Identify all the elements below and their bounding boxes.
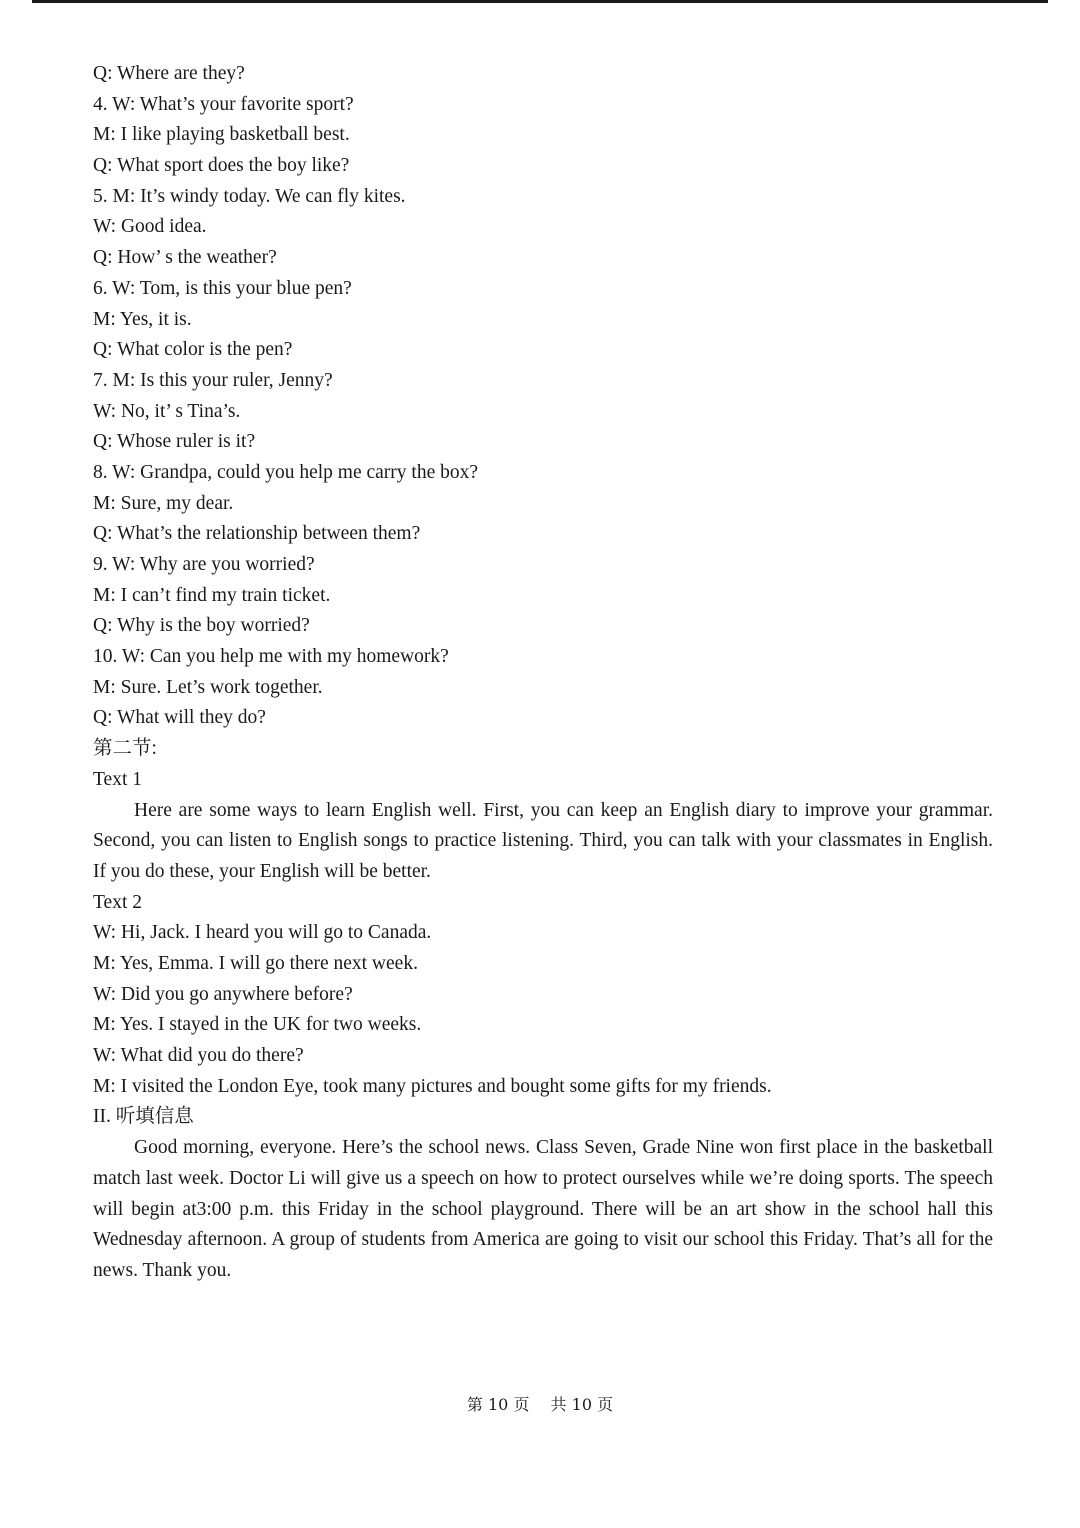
dialogue-line: Q: Where are they?: [93, 63, 245, 84]
dialogue-list-a: [93, 59, 993, 734]
dialogue-line: M: I can’t find my train ticket.: [93, 584, 331, 606]
dialogue-line: W: Hi, Jack. I heard you will go to Canada.: [93, 922, 432, 944]
text1-paragraph: Here are some ways to learn English well. First, you can keep an English diary to improve your grammar. Second, you can listen to English songs to practice listening. Third, you can talk with your classmates in English. If you do these, your English will be better.: [93, 799, 993, 882]
dialogue-line: 8. W: Grandpa, could you help me carry the box?: [93, 461, 479, 483]
part2-heading: II. 听填信息: [93, 1106, 194, 1128]
page-content: [93, 59, 993, 1287]
dialogue-line: 10. W: Can you help me with my homework?: [93, 646, 449, 668]
page-number: 第 10 页: [466, 1395, 530, 1414]
dialogue-line: Q: What’s the relationship between them?: [93, 523, 421, 545]
dialogue-line: M: Yes, Emma. I will go there next week.: [93, 952, 418, 974]
dialogue-line: W: No, it’ s Tina’s.: [93, 400, 241, 422]
dialogue-line: M: Yes. I stayed in the UK for two weeks.: [93, 1014, 422, 1036]
dialogue-line: Q: What color is the pen?: [93, 339, 293, 361]
page-total: 共 10 页: [550, 1395, 614, 1414]
dialogue-line: 7. M: Is this your ruler, Jenny?: [93, 369, 333, 391]
dialogue-line: Q: Whose ruler is it?: [93, 431, 256, 453]
dialogue-line: Q: Why is the boy worried?: [93, 615, 310, 637]
dialogue-line: M: I visited the London Eye, took many pictures and bought some gifts for my friends.: [93, 1075, 772, 1097]
dialogue-line: M: Yes, it is.: [93, 308, 192, 330]
page-footer: [0, 1392, 1080, 1415]
dialogue-line: Q: How’ s the weather?: [93, 247, 277, 269]
part2-paragraph: Good morning, everyone. Here’s the school news. Class Seven, Grade Nine won first place in the basketball match last week. Doctor Li will give us a speech on how to protect ourselves while we’re doing sports. The speech will begin at3:00 p.m. this Friday in the school playground. There will be an art show in the school hall this Wednesday afternoon. A group of students from America are going to visit our school this Friday. That’s all for the news. Thank you.: [93, 1137, 993, 1281]
dialogue-line: W: Good idea.: [93, 216, 207, 238]
dialogue-line: 6. W: Tom, is this your blue pen?: [93, 277, 352, 299]
top-rule: [32, 0, 1048, 3]
dialogue-line: W: What did you do there?: [93, 1045, 304, 1067]
dialogue-line: W: Did you go anywhere before?: [93, 983, 353, 1005]
dialogue-line: M: Sure, my dear.: [93, 492, 234, 514]
dialogue-line: Q: What will they do?: [93, 707, 266, 729]
section-heading: 第二节:: [93, 738, 157, 760]
text2-label: Text 2: [93, 891, 142, 913]
dialogue-line: 4. W: What’s your favorite sport?: [93, 93, 354, 115]
dialogue-line: 5. M: It’s windy today. We can fly kites.: [93, 185, 406, 207]
dialogue-line: M: I like playing basketball best.: [93, 124, 350, 146]
text2-dialogue: [93, 918, 993, 1102]
dialogue-line: 9. W: Why are you worried?: [93, 554, 315, 575]
dialogue-line: M: Sure. Let’s work together.: [93, 676, 323, 698]
text1-label: Text 1: [93, 768, 142, 790]
dialogue-line: Q: What sport does the boy like?: [93, 155, 350, 177]
